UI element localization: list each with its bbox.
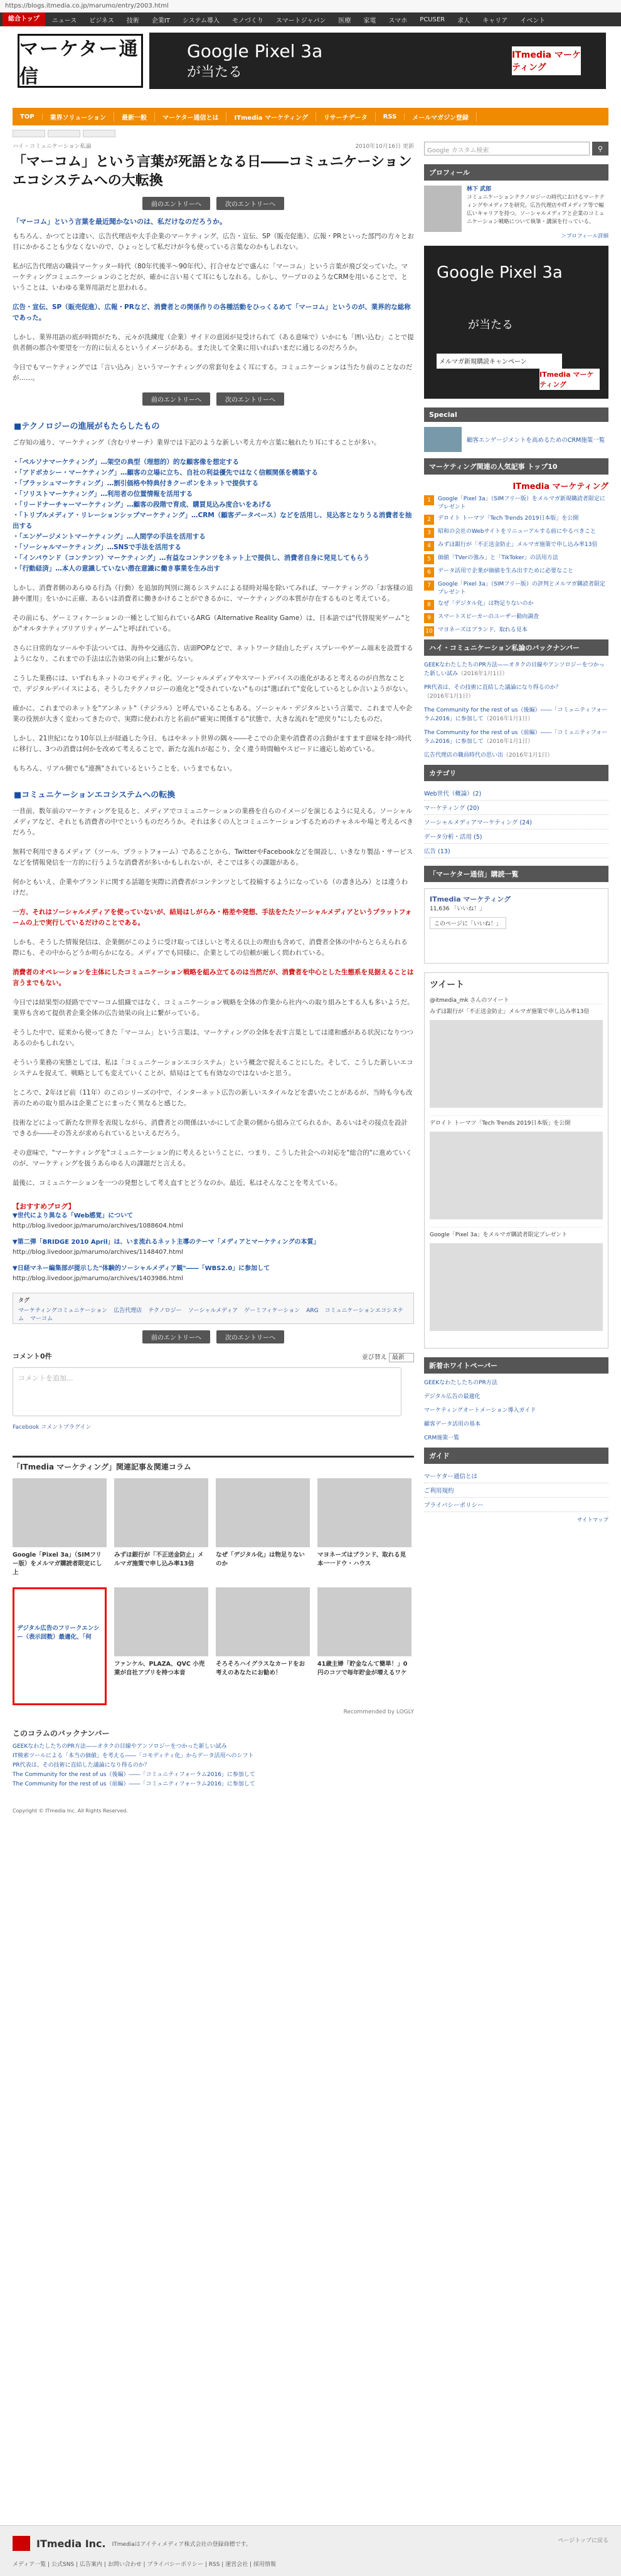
new-wp-item[interactable]: 顧客データ活用の基本 — [424, 1421, 481, 1427]
paragraph: もちろん、かつてとは違い、広告代理店や大手企業のマーケティング、広告・宣伝、SP（販売促進）、広報・PRといった部門の方々とお目にかかることも少なくないので、ひょっとして私だけが今も使っている言葉なのかもしれない。 — [13, 233, 414, 251]
paragraph: もちろん、リアル側でも"連携"されているということを、いうまでもない。 — [13, 765, 236, 772]
top-nav — [0, 13, 621, 26]
paragraph: こうした業務には、いずれもネットのコモディティ化、ソーシャルメディアやスマートデバイスの進化があると考えるのが自然なことで、デジタルデバイスによる、そうしたテクノロジーの進化と"受されていない"ものは"選ばれて"変化しているとしか言いようがない。 — [13, 675, 412, 693]
category-nav-item[interactable]: リサーチデータ — [316, 112, 376, 122]
ranking-number: 4 — [424, 541, 434, 551]
related-title[interactable]: ファンケル、PLAZA、QVC 小売業が自社アプリを持つ本音 — [114, 1661, 205, 1676]
ranking-title[interactable]: スマートスピーカーのユーザー動向調査 — [438, 614, 539, 620]
hc-backnumber-item[interactable] — [424, 683, 608, 701]
new-wp-item[interactable]: デジタル広告の最適化 — [424, 1394, 480, 1400]
ranking-brand: ITmedia マーケティング — [512, 482, 608, 492]
term-list-item: ・「ソーシャルマーケティング」…SNSで手法を活用する — [13, 544, 181, 551]
paragraph: 何かともいえ、企業やブランドに関する話題を実際に消費者がコンテンツとして投稿するようになっている（の書き込み）とは違うわけだ。 — [13, 878, 408, 896]
logo-text: マーケター通信 — [19, 38, 139, 88]
comment-input[interactable]: コメントを追加... — [13, 1367, 401, 1416]
tag-link[interactable]: マーコム — [30, 1316, 53, 1322]
ranking-item[interactable] — [424, 567, 608, 577]
share-buttons — [13, 129, 608, 138]
ranking-title[interactable]: データ活用で企業が価値を生み出すために必要なこと — [438, 568, 574, 574]
special-thumbnail[interactable] — [424, 427, 462, 452]
hc-date: （2016年1月1日） — [424, 693, 474, 700]
hc-title[interactable]: The Community for the rest of us（前編）――「コミュニティフォーラム2016」に参加して — [424, 730, 608, 745]
tweet-image[interactable] — [430, 1020, 603, 1108]
fb-page-name[interactable]: ITmedia マーケティング — [430, 895, 511, 903]
recommended-link-url[interactable]: http://blog.livedoor.jp/marumo/archives/1148407.html — [13, 1249, 183, 1256]
top-nav-item[interactable]: スマホ — [388, 17, 408, 24]
sidebar-ad[interactable] — [424, 246, 608, 399]
paragraph: 技術などによって新たな世界を表現しながら、消費者との関係はいかにして企業の側から組み立てられるか、あるいはその接点を設計できるか――その答えが求められているといえるだろう。 — [13, 1119, 408, 1137]
paragraph: 一方、それはソーシャルメディアを使っていないが、結局はしがらみ・格差や発想、手法をたたソーシャルメディアというプラットフォームの上で実行しているだけのことである。 — [13, 908, 412, 927]
next-entry-button[interactable]: 次のエントリーへ — [216, 392, 284, 406]
top-nav-item[interactable]: キャリア — [482, 17, 508, 24]
tag-link[interactable]: コミュニケーションエコシステム — [18, 1308, 403, 1322]
backnumber-item[interactable]: GEEKなわたしたちのPR方法——オタクの目線やアンソロジーをつかった新しい試み — [13, 1743, 227, 1750]
new-wp-item[interactable]: CRM施策一覧 — [424, 1435, 460, 1441]
ranking-number: 7 — [424, 581, 434, 591]
top-nav-item[interactable]: システム導入 — [182, 17, 220, 24]
author-photo — [424, 186, 462, 232]
backnumber-title: このコラムのバックナンバー — [13, 1729, 110, 1738]
tag-link[interactable]: テクノロジー — [148, 1308, 182, 1314]
ranking-number: 1 — [424, 495, 434, 505]
prev-entry-button[interactable]: 前のエントリーへ — [142, 197, 210, 210]
related-thumbnail[interactable] — [216, 1478, 310, 1547]
facebook-share-icon[interactable] — [13, 130, 45, 137]
category-item[interactable]: 広告 (13) — [424, 844, 608, 858]
paragraph: 一昔前、数年前のマーケティングを見ると、メディアでコミュニケーションの業務を自らのイメージを演じるように見える。ソーシャルメディアなど、それとも消費者の中でというものだろうか。それは多くの人とコミュニケーションするためのチャネルや場と考えるべきだろう。 — [13, 807, 413, 836]
paragraph: そうした中で、従来から使ってきた「マーコム」という言葉は、マーケティングの全体を表す言葉としては違和感がある状況になりつつあるのかもしれない。 — [13, 1029, 414, 1047]
category-nav-item[interactable]: マーケター通信とは — [155, 112, 227, 122]
related-thumbnail[interactable] — [317, 1478, 411, 1547]
top-nav-item[interactable]: 医療 — [338, 17, 351, 24]
recommended-link-url[interactable]: http://blog.livedoor.jp/marumo/archives/1088604.html — [13, 1222, 183, 1229]
site-logo[interactable] — [18, 34, 143, 88]
search-icon[interactable]: ⚲ — [592, 142, 608, 155]
recommended-link — [13, 1238, 414, 1258]
hc-date: （2016年1月1日） — [483, 739, 534, 745]
top-nav-item[interactable]: 総合トップ — [3, 13, 45, 26]
category-item[interactable]: Web世代（概論）(2) — [424, 786, 608, 801]
category-nav-item[interactable]: 最新一般 — [114, 112, 155, 122]
recommended-blog-heading: 【おすすめブログ】 — [13, 1202, 75, 1211]
special-heading: Special — [424, 407, 608, 422]
paragraph: そういう業務の実態としては、私は「コミュニケーションエコシステム」という概念で捉えることにした。そして、こうした新しいエコシステムを捉えて、戦略としても変えていくことが、結局はとても有効なのではないかと思う。 — [13, 1059, 413, 1077]
category-nav-item[interactable]: ITmedia マーケティング — [226, 112, 316, 122]
ad-line1: Google Pixel 3a — [437, 263, 563, 282]
guide-item[interactable]: マーケター通信とは — [424, 1469, 608, 1483]
related-card[interactable] — [216, 1587, 310, 1705]
hc-title[interactable]: GEEKなわたしたちのPR方法——オタクの目線やアンソロジーをつかった新しい試み — [424, 662, 605, 677]
tweet-text[interactable]: Google「Pixel 3a」をメルマガ購読者限定プレゼント — [430, 1232, 568, 1238]
top-nav-item[interactable]: 家電 — [363, 17, 376, 24]
ranking-number: 9 — [424, 613, 434, 623]
section-heading: ■テクノロジーの進展がもたらしたもの — [14, 422, 160, 431]
ranking-title[interactable]: デロイト トーマツ「Tech Trends 2019日本版」を公開 — [438, 515, 579, 522]
recommended-by[interactable]: Recommended by LOGLY — [343, 1709, 414, 1715]
category-item[interactable]: ソーシャルメディアマーケティング (24) — [424, 815, 608, 829]
ranking-title[interactable]: Google「Pixel 3a」（SIMフリー版）をメルマガ新規購読者限定にプレゼント — [438, 496, 605, 510]
page-top-link[interactable]: ページトップに戻る — [558, 2538, 608, 2544]
tag-link[interactable]: ARG — [306, 1308, 319, 1314]
hc-backnumber-item[interactable] — [424, 728, 608, 746]
next-entry-button[interactable]: 次のエントリーへ — [216, 197, 284, 210]
sort-label: 並び替え — [361, 1354, 387, 1361]
related-ad[interactable] — [13, 1587, 107, 1705]
hc-date: （2016年1月1日） — [483, 716, 534, 722]
new-wp-heading: 新着ホワイトペーパー — [424, 1357, 608, 1374]
hc-title[interactable]: The Community for the rest of us（後編）――「コミュニティフォーラム2016」に参加して — [424, 707, 608, 722]
banner-line1: Google Pixel 3a — [187, 41, 323, 61]
next-entry-button[interactable]: 次のエントリーへ — [216, 1330, 284, 1343]
term-list-item: ・「インバウンド（コンテンツ）マーケティング」…有益なコンテンツをネット上で提供し、消費者自身に発見してもらう — [13, 554, 370, 562]
guide-heading: ガイド — [424, 1448, 608, 1464]
hc-title[interactable]: PR代表は、その技術に直結した議論になり得るのか？ — [424, 685, 561, 691]
sitemap-link[interactable]: サイトマップ — [576, 1517, 608, 1523]
ranking-title[interactable]: 昭和の会社のWebサイトをリニューアルする前にやるべきこと — [438, 528, 597, 535]
category-nav-item[interactable]: RSS — [376, 113, 405, 120]
banner-line2: が当たる — [187, 65, 243, 80]
related-card[interactable] — [317, 1587, 411, 1705]
recommended-link-url[interactable]: http://blog.livedoor.jp/marumo/archives/1403986.html — [13, 1275, 183, 1282]
facebook-comment-plugin[interactable]: Facebook コメントプラグイン — [13, 1424, 92, 1431]
paragraph: ところで、2年ほど前（11年）のこのシリーズの中で、インターネット広告の新しいスタイルなどを書いたことがあるが、当時も今も改善のための取り組みは企業ごとにまったく異なると感じた。 — [13, 1089, 413, 1107]
paragraph: 私が広告代理店の職員マーケッター時代（80年代後半～90年代）、打合せなどで盛んに「マーコム」という言葉が飛び交っていた。マーケティングコミュニケーションのことだが、確かに言い易くて耳にもしなれる。しかし、ワープロのようなCRMを用いることで、ということは、いわゆる業界用語だと思われる。 — [13, 263, 408, 292]
ranking-item[interactable] — [424, 495, 608, 512]
category-nav — [13, 108, 608, 125]
tweet-image[interactable] — [430, 1132, 603, 1219]
ad-line3: メルマガ新規購読キャンペーン — [437, 354, 562, 369]
paragraph: しかし、業界用語の底が時間がたち、元々が洗練度（企業）サイドの意図が見受けられて（ある意味で）いかにも「囲い込む」ことで提供者側の都合や要望を一方的に伝えるというイメージがある。また決して全業に用いればいまだに通じるのだろうか。 — [13, 334, 414, 352]
guide-item[interactable]: ご利用規約 — [424, 1483, 608, 1498]
related-grid — [13, 1478, 414, 1705]
new-wp-item[interactable]: GEEKなわたしたちのPR方法 — [424, 1380, 497, 1386]
hc-date: （2016年1月1日） — [458, 671, 508, 677]
tag-link[interactable]: 広告代理店 — [114, 1308, 142, 1314]
related-thumbnail[interactable] — [13, 1478, 107, 1547]
term-list-item: ・「エンゲージメントマーケティング」…人間学の手法を活用する — [13, 533, 206, 540]
term-list-item: ・「ペルソナマーケティング」…架空の典型（理想的）的な顧客像を想定する — [13, 458, 239, 466]
prev-entry-button[interactable]: 前のエントリーへ — [142, 1330, 210, 1343]
top-nav-item[interactable]: 技術 — [126, 17, 139, 24]
term-list-item: ・「ブラッシュマーケティング」…割引価格や特典付きクーポンをネットで提供する — [13, 480, 259, 487]
term-list-item: ・「行動経済」…本人の意識していない潜在意識に働き事業を生み出す — [13, 565, 220, 572]
tag-box — [13, 1293, 414, 1324]
hc-backnumber-item[interactable] — [424, 706, 608, 723]
tweet-text[interactable]: みずほ銀行が「不正送金防止」メルマガ施策で申し込み率13倍 — [430, 1009, 590, 1015]
category-heading: カテゴリ — [424, 765, 608, 781]
sidebar — [424, 142, 608, 1523]
tweet-image[interactable] — [430, 1243, 603, 1331]
ranking-number: 8 — [424, 600, 434, 610]
paragraph: 最後に、コミュニケーションを一つの発想として考え直すとどうなのか。最近、私はそんなことを考えている。 — [13, 1179, 342, 1187]
category-nav-item[interactable]: TOP — [13, 113, 43, 120]
profile-heading: プロフィール — [424, 164, 608, 181]
url-bar[interactable]: https://blogs.itmedia.co.jp/marumo/entry/2003.html — [0, 0, 621, 13]
related-title[interactable]: みずほ銀行が「不正送金防止」メルマガ施策で申し込み率13倍 — [114, 1552, 204, 1567]
recommended-link-title[interactable]: ▼世代により異なる「Web感覚」について — [13, 1212, 134, 1219]
top-nav-item[interactable]: イベント — [520, 17, 546, 24]
category-item[interactable]: マーケティング (20) — [424, 801, 608, 815]
tag-link[interactable]: ゲーミフィケーション — [244, 1308, 300, 1314]
related-card[interactable] — [317, 1478, 411, 1587]
related-card[interactable] — [13, 1478, 107, 1587]
tag-label: タグ — [18, 1298, 30, 1304]
prev-entry-button[interactable]: 前のエントリーへ — [142, 392, 210, 406]
term-list — [13, 457, 414, 574]
footer — [0, 2525, 621, 2576]
hc-date: （2016年1月1日） — [503, 752, 553, 759]
ranking-number: 5 — [424, 554, 434, 564]
term-list-item: ・「アドボカシー・マーケティング」…顧客の立場に立ち、自社の利益優先ではなく信頼関係を構築する — [13, 469, 318, 476]
paragraph: しかし、消費者側のあらゆる行為（行動）を追加的判別に測るシステムによる経時対場を除いてみれば、マーケティングの「お客様の追跡や運用」をいかに正確、あるいは消費者に働きかけることができるかに、マーケティングの本質が存在するものと考えている。 — [13, 584, 413, 602]
article-column — [13, 142, 414, 1814]
top-nav-item[interactable]: モノづくり — [231, 17, 263, 24]
lead-text: 「マーコム」という言葉を最近聞かないのは、私だけなのだろうか。 — [13, 218, 226, 226]
ranking-item[interactable] — [424, 626, 608, 636]
category-nav-item[interactable]: 業界ソリューション — [43, 112, 114, 122]
recommended-link-title[interactable]: ▼第二弾「BRIDGE 2010 April」は、いま流れるネット主導のテーマ「メディアとマーケティングの本質」 — [13, 1239, 320, 1246]
paragraph: ご存知の通り、マーケティング（含むリサーチ）業界では下記のような新しい考え方や言葉に触れたり耳にすることが多い。 — [13, 439, 381, 446]
author-bio: コミュニケーションテクノロジーの時代におけるマーケティングやメディアを研究。広告代理店やITメディア等で幅広いキャリアを持つ。ソーシャルメディアと企業のコミュニケーション戦略について執筆・講演を行っている。 — [467, 194, 605, 225]
paragraph: 広告・宣伝、SP（販売促進）、広報・PRなど、消費者との関係作りの各種活動をひっくるめて「マーコム」というのが、業界的な総称であった。 — [13, 303, 411, 322]
ranking-heading: マーケティング関連の人気記事 トップ10 — [424, 458, 608, 475]
post-date: 2010年10月16日 更新 — [355, 144, 414, 150]
ranking-item[interactable] — [424, 541, 608, 551]
ranking-number: 6 — [424, 567, 434, 577]
twitter-share-icon[interactable] — [48, 130, 80, 137]
ranking-title[interactable]: みずほ銀行が「不正送金防止」メルマガ施策で申し込み率13倍 — [438, 542, 598, 548]
masthead — [0, 26, 621, 95]
author-name[interactable]: 林下 武郎 — [467, 186, 492, 192]
footer-brand: ITmedia Inc. — [36, 2537, 106, 2550]
hc-backnumber-heading: ハイ・コミュニケーション私論のバックナンバー — [424, 639, 608, 656]
backnumber-item[interactable]: PR代表は、その技術に直結した議論になり得るのか？ — [13, 1762, 150, 1769]
article-title: 「マーコム」という言葉が死語となる日――コミュニケーションエコシステムへの大転換 — [13, 154, 412, 189]
top-nav-item[interactable]: スマートジャパン — [275, 17, 326, 24]
paragraph: その意味で、"マーケティングを"コミュニケーション的に考えるということに、つまり、こうした社会への対応を"総合的"に進めていくのが、マーケティングを扱うあらゆる人の課題だと言える。 — [13, 1149, 412, 1167]
paragraph: 確かに、これまでのネットを"アンネット"（テジラル）と呼んでいることもある。ソーシャル・デジタルという言葉で、これまで人や企業の役割が大きく変わってきたので、実際に使われ方と名前が"確実に関係する"状態で、大きな流れを"逆戻り"にしたものだ。 — [13, 705, 413, 723]
related-title[interactable]: 41歳主婦「貯金なんて簡単！」0円のコツで毎年貯金が増えるワケ — [317, 1661, 408, 1676]
tweet — [430, 1115, 603, 1227]
subscribe-heading: 「マーケター通信」購読一覧 — [424, 866, 608, 882]
category-nav-item[interactable]: メールマガジン登録 — [405, 112, 477, 122]
related-title[interactable]: Google「Pixel 3a」（SIMフリー版）をメルマガ購読者限定にし上 — [13, 1552, 102, 1576]
paragraph: 今日でもマーケティングでは「言い込み」というマーケティングの常套句をよく耳にする。コミュニケーションは当たり前のことなのだが……。 — [13, 364, 413, 382]
hatena-share-icon[interactable] — [83, 130, 115, 137]
new-wp-item[interactable]: マーケティングオートメーション導入ガイド — [424, 1407, 536, 1414]
itmedia-logo-icon[interactable] — [13, 2536, 30, 2551]
twitter-widget — [424, 972, 608, 1348]
hc-backnumber-item[interactable] — [424, 751, 608, 760]
term-list-item: ・「トリプルメディア・リレーションシップマーケティング」…CRM（顧客データベース）などを活用し、見込客となりうる消費者を抽出する — [13, 512, 412, 530]
search-input[interactable]: Google カスタム検索 — [424, 142, 590, 155]
ranking-item[interactable] — [424, 528, 608, 538]
ranking-title[interactable]: 価値「TVerの強み」と「TikToker」の活用方法 — [438, 555, 558, 561]
facebook-widget — [424, 888, 608, 964]
related-title[interactable]: デジタル広告のフリークエンシー（表示回数）最適化、「何 — [17, 1625, 100, 1641]
related-title[interactable]: そろそろハイグラスなカードをお考えのあなたにお勧め！ — [216, 1661, 305, 1676]
related-title[interactable]: なぜ「デジタル化」は物足りないのか — [216, 1552, 305, 1567]
copyright: Copyright © ITmedia Inc. All Rights Reserved. — [13, 1808, 128, 1814]
tag-link[interactable]: ソーシャルメディア — [188, 1308, 238, 1314]
comment-count: コメント0件 — [13, 1352, 52, 1360]
paragraph: 今日では結果型の経路ででマーコム組織ではなく、コミュニケーション戦略を全体の作業から社内への取り組みとする人も多いようだ。業界も含めて提供者企業全体の広告効果の向上に繋がっている。 — [13, 999, 414, 1017]
sort-select[interactable]: 最新 — [389, 1353, 414, 1362]
guide-item[interactable]: プライバシーポリシー — [424, 1498, 608, 1512]
hc-backnumber-item[interactable] — [424, 661, 608, 678]
tag-link[interactable]: マーケティングコミュニケーション — [18, 1308, 108, 1314]
related-card[interactable] — [216, 1478, 310, 1587]
section-heading: ■コミュニケーションエコシステムへの転換 — [14, 791, 176, 800]
backnumber-item[interactable]: IT検索ツールによる「本当の価値」を考える――「コモディティ化」からデータ活用へのシフト — [13, 1753, 254, 1759]
paragraph: 無料で利用できるメディア（ツール、プラットフォーム）であることから、TwitterやFacebookなどを開設し、いきなり製品・サービスなどを情報発信を一方的に行うような消費者が多いかもしれないが、そこでは多くの課題がある。 — [13, 848, 413, 866]
backnumber-item[interactable]: The Community for the rest of us（前編）――「コミュニティフォーラム2016」に参加して — [13, 1781, 255, 1787]
paragraph: しかし、21世紀になり10年以上が経過した今日、もはやネット世界の隅々――そこでの企業や消費者の言動がますます意味を持つ時代に移行し、3つの消費は何かを改めて考えることで、新たな流れが起こり、全く違う時間軸やスピードに適応し始めている。 — [13, 735, 411, 753]
ranking-number: 3 — [424, 528, 434, 538]
related-thumbnail[interactable] — [216, 1587, 310, 1656]
related-articles-title: 「ITmedia マーケティング」関連記事＆関連コラム — [13, 1456, 414, 1472]
recommended-link-title[interactable]: ▼日経マネー編集部が提示した"体験的ソーシャルメディア観"――「WBS2.0」に参加して — [13, 1265, 270, 1272]
profile-more-link[interactable]: ＞プロフィール詳細 — [561, 233, 608, 239]
tweet-text[interactable]: デロイト トーマツ「Tech Trends 2019日本版」を公開 — [430, 1120, 571, 1127]
ranking-number: 2 — [424, 515, 434, 525]
term-list-item: ・「ソリストマーケティング」…利用者の位置情報を活用する — [13, 490, 193, 498]
tweet — [430, 1004, 603, 1115]
top-banner-ad[interactable] — [149, 33, 606, 89]
ranking-title[interactable]: Google「Pixel 3a」（SIMフリー版）の評判とメルマガ購読者限定プレゼント — [438, 581, 605, 596]
tweets-heading: ツイート — [430, 980, 465, 990]
related-title[interactable]: マヨネーズはブランド、取れる見本一一ドウ・ハウス — [317, 1552, 406, 1567]
category-item[interactable]: データ分析・活用 (5) — [424, 829, 608, 844]
related-thumbnail[interactable] — [114, 1478, 208, 1547]
related-card[interactable] — [114, 1587, 208, 1705]
ranking-item[interactable] — [424, 600, 608, 610]
related-thumbnail[interactable] — [317, 1587, 411, 1656]
recommended-link — [13, 1264, 414, 1284]
ranking-title[interactable]: なぜ「デジタル化」は物足りないのか — [438, 601, 534, 607]
paragraph: その前にも、ゲーミフィケーションの一種として知られているARG（Alternative Reality Game）は、日本語では"代替現実ゲーム"とか"オルタナティブリアリティゲーム"と呼ばれている。 — [13, 614, 411, 633]
footer-sub: ITmediaはアイティメディア株式会社の登録商標です。 — [112, 2541, 252, 2548]
ranking-item[interactable] — [424, 554, 608, 564]
paragraph: 消費者のオペレーションを主体にしたコミュニケーション戦略を組み立てるのは当然だが、消費者を中心とした生態系を見据えることは言うまでもない。 — [13, 969, 414, 987]
twitter-account[interactable]: @itmedia_mk さんのツイート — [430, 997, 509, 1004]
ad-brand: ITmedia マーケティング — [539, 369, 600, 390]
hc-title[interactable]: 広告代理店の職員時代の思い出 — [424, 752, 504, 759]
top-nav-item[interactable]: ニュース — [51, 17, 77, 24]
related-card[interactable] — [114, 1478, 208, 1587]
special-link[interactable]: 顧客エンゲージメントを高めるためのCRM施策一覧 — [467, 437, 605, 444]
top-nav-item[interactable]: PCUSER — [420, 16, 445, 23]
top-nav-item[interactable]: ビジネス — [89, 17, 114, 24]
related-thumbnail[interactable] — [114, 1587, 208, 1656]
breadcrumb[interactable]: ハイ・コミュニケーション私論 — [13, 144, 92, 150]
top-nav-item[interactable]: 企業IT — [151, 17, 170, 24]
top-nav-item[interactable]: 求人 — [457, 17, 470, 24]
banner-brand: ITmedia マーケティング — [512, 46, 581, 75]
footer-links[interactable]: メディア一覧 | 公式SNS | 広告案内 | お問い合わせ | プライバシーポリシー | RSS | 運営会社 | 採用情報 — [13, 2562, 276, 2568]
ranking-title[interactable]: マヨネーズはブランド、取れる見本 — [438, 627, 528, 633]
paragraph: さらに日常的なツールや手法ついては、海外や交通広告、店頭POPなどで、ネットワーク経由したディスプレーやゲーム端末を設置するようになり、これまでの手法は広告効果の向上に繋がらない。 — [13, 644, 413, 663]
ad-line2: が当たる — [468, 318, 513, 332]
ranking-number: 10 — [424, 626, 434, 636]
backnumber-item[interactable]: The Community for the rest of us（後編）――「コミュニティフォーラム2016」に参加して — [13, 1772, 255, 1778]
tweet — [430, 1227, 603, 1338]
fb-like-button[interactable]: このページに「いいね！」 — [430, 917, 506, 929]
ranking-item[interactable] — [424, 613, 608, 623]
fb-likes: 11,636 「いいね！」 — [430, 906, 486, 912]
ranking-item[interactable] — [424, 581, 608, 597]
term-list-item: ・「リードナーチャーマーケティング」…顧客の段階で育成、購買見込み度合いをあげる — [13, 501, 272, 508]
recommended-link — [13, 1211, 414, 1231]
paragraph: しかも、そうした情報発信は、企業側がこのように受け取ってほしいと考える以上の理由も含めて、消費者全体の中からとらえられる際にも、その中からどうか明らかになる。メディアでも同様に、企業としての信頼が厳しく問われている。 — [13, 938, 408, 957]
backnumber — [13, 1728, 414, 1789]
ranking-item[interactable] — [424, 515, 608, 525]
